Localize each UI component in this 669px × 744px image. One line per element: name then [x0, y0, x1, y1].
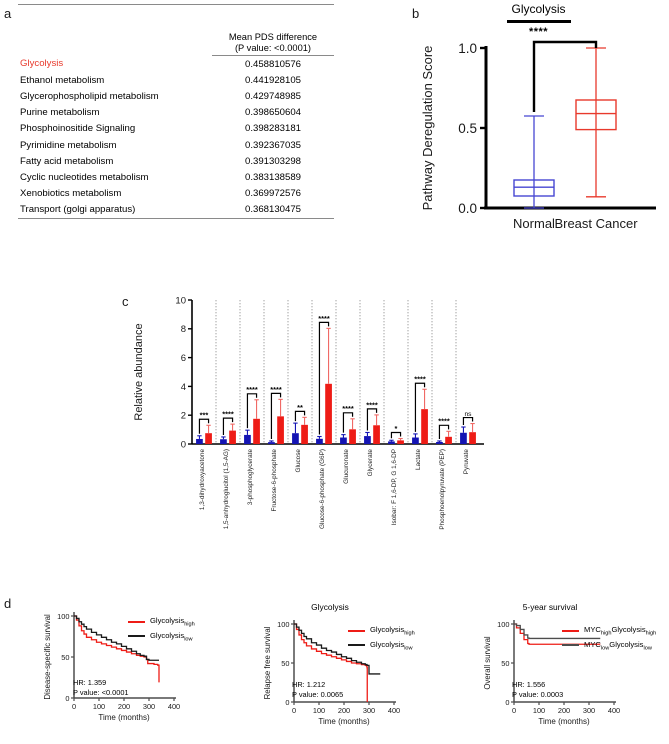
table-bottom-rule [18, 218, 334, 219]
boxplot-title: Glycolysis [511, 2, 566, 16]
pathway-value: 0.458810576 [244, 58, 302, 70]
km2-stats [292, 680, 343, 699]
svg-text:Normal: Normal [513, 216, 555, 231]
pathway-name: Cyclic nucleotides metabolism [20, 171, 149, 183]
pathway-name: Glycolysis [20, 58, 64, 70]
svg-text:1,3-dihydroxyacetone: 1,3-dihydroxyacetone [199, 449, 206, 511]
svg-text:*: * [394, 423, 398, 433]
svg-text:Time (months): Time (months) [318, 717, 370, 726]
table-row [18, 56, 334, 73]
km2-hr: HR: 1.212 [292, 680, 326, 689]
header-line-1: Mean PDS difference [228, 32, 318, 42]
km1-hr: HR: 1.359 [73, 678, 107, 687]
svg-text:Lactate: Lactate [415, 449, 422, 470]
pathway-value: 0.383138589 [244, 171, 302, 183]
svg-text:1,5-anhydroglucitol (1,5-AG): 1,5-anhydroglucitol (1,5-AG) [223, 449, 230, 530]
svg-text:50: 50 [61, 652, 70, 662]
svg-text:Time (months): Time (months) [538, 717, 590, 726]
km1-legend-item-low [128, 631, 195, 643]
panel-c-letter: c [122, 294, 129, 309]
km3-pvalue: P value: 0.0003 [512, 689, 564, 699]
svg-text:2: 2 [180, 410, 186, 422]
svg-text:Glucose-6-phosphate (G6P): Glucose-6-phosphate (G6P) [319, 449, 326, 529]
svg-text:400: 400 [387, 706, 401, 715]
svg-text:4: 4 [180, 381, 186, 393]
barchart-panel [120, 292, 550, 572]
svg-text:100: 100 [532, 706, 546, 715]
km1-legend-swatch-high [128, 621, 145, 623]
svg-text:****: **** [246, 385, 258, 395]
survival-panels [0, 592, 669, 744]
km3-legend-item-high [562, 625, 656, 637]
svg-text:0: 0 [285, 697, 290, 707]
km2-legend-item-high [348, 625, 415, 637]
table-row [18, 72, 334, 88]
svg-text:0: 0 [291, 706, 297, 715]
svg-text:****: **** [414, 374, 426, 384]
header-line-2: (P value: <0.0001) [234, 43, 312, 53]
km2-legend-swatch-high [348, 630, 365, 632]
svg-text:0.0: 0.0 [458, 201, 477, 216]
table-body [18, 56, 334, 218]
svg-text:300: 300 [582, 706, 596, 715]
km3-legend-swatch-high [562, 630, 579, 632]
table-row [18, 105, 334, 121]
pathway-name: Glycerophospholipid metabolism [20, 90, 159, 102]
table-spacer-row [18, 6, 334, 32]
km1-legend-swatch-low [128, 635, 145, 637]
pathway-value: 0.391303298 [244, 155, 302, 167]
km3-title: 5-year survival [522, 602, 578, 612]
boxplot-panel [408, 0, 669, 250]
svg-text:0: 0 [65, 693, 70, 703]
pathway-value: 0.429748985 [244, 90, 302, 102]
km2-legend-label-low: Glycolysis$_{low}$ [370, 639, 413, 652]
svg-text:400: 400 [167, 702, 181, 711]
pathway-value: 0.398650604 [244, 107, 302, 119]
svg-text:Glycerate: Glycerate [367, 449, 374, 477]
svg-text:3-phosphoglycerate: 3-phosphoglycerate [247, 449, 254, 506]
km2-legend-item-low [348, 640, 415, 652]
km3-legend-label-high: $MYC_{high}Glycolysis_{high}$ [584, 625, 657, 637]
svg-text:10: 10 [175, 295, 186, 307]
svg-text:****: **** [438, 416, 450, 426]
svg-text:Pathway Deregulation Score: Pathway Deregulation Score [420, 45, 435, 211]
svg-text:0: 0 [71, 702, 77, 711]
svg-text:300: 300 [142, 702, 156, 711]
svg-text:50: 50 [501, 658, 510, 668]
svg-text:Disease-specific survival: Disease-specific survival [43, 614, 52, 700]
svg-text:Time (months): Time (months) [98, 713, 150, 722]
km2-legend [348, 625, 415, 654]
table-header-cell [212, 32, 334, 56]
svg-text:Phosphoenolpyruvate (PEP): Phosphoenolpyruvate (PEP) [439, 449, 446, 530]
pathway-table-container [18, 4, 334, 219]
km3-legend-swatch-low [562, 644, 579, 646]
svg-text:200: 200 [117, 702, 131, 711]
svg-text:Fructose-6-phosphate: Fructose-6-phosphate [271, 449, 278, 512]
km3-legend-label-low: $MYC_{low}Glycolysis_{low}$ [584, 639, 652, 652]
svg-text:1.0: 1.0 [458, 41, 477, 56]
km2-pvalue: P value: 0.0065 [292, 689, 344, 699]
km2-legend-label-high: Glycolysis$_{high}$ [370, 625, 415, 637]
svg-text:400: 400 [607, 706, 621, 715]
km1-pvalue: P value: <0.0001 [73, 687, 129, 697]
svg-text:***: *** [199, 410, 209, 420]
km1-stats [73, 678, 129, 697]
svg-text:0: 0 [511, 706, 517, 715]
svg-text:**: ** [297, 402, 303, 412]
svg-text:Overall survival: Overall survival [483, 636, 492, 690]
table-row [18, 169, 334, 185]
svg-text:****: **** [342, 404, 354, 414]
svg-text:****: **** [222, 409, 234, 419]
table-row [18, 137, 334, 153]
svg-text:100: 100 [312, 706, 326, 715]
pathway-name: Pyrimidine metabolism [20, 139, 117, 151]
svg-text:Relapse free survival: Relapse free survival [263, 626, 272, 700]
pathway-name: Transport (golgi apparatus) [20, 204, 136, 216]
pathway-name: Phosphoinositide Signaling [20, 123, 136, 135]
svg-text:8: 8 [180, 324, 186, 336]
svg-text:Glucuronate: Glucuronate [343, 449, 350, 484]
km1-legend [128, 616, 195, 645]
svg-text:****: **** [270, 384, 282, 394]
boxplot-significance-label: **** [528, 26, 549, 38]
svg-text:****: **** [366, 400, 378, 410]
svg-text:Isobar: F 1,6-DP, G 1,6-DP: Isobar: F 1,6-DP, G 1,6-DP [391, 449, 398, 526]
km3-legend [562, 625, 656, 654]
km2-title: Glycolysis [311, 602, 349, 612]
table-row [18, 202, 334, 218]
panel-d-letter: d [4, 596, 12, 611]
table-row [18, 88, 334, 104]
svg-text:ns: ns [464, 410, 472, 418]
km3-legend-item-low [562, 640, 656, 652]
table-header-row [18, 32, 334, 56]
table-row [18, 186, 334, 202]
svg-text:100: 100 [277, 619, 290, 629]
svg-text:Breast Cancer: Breast Cancer [554, 216, 638, 231]
km1-legend-label-high: Glycolysis$_{high}$ [150, 616, 195, 628]
panel-a-letter: a [4, 6, 12, 21]
svg-text:300: 300 [362, 706, 376, 715]
svg-text:100: 100 [57, 611, 70, 621]
pathway-table [18, 4, 334, 219]
pathway-name: Purine metabolism [20, 107, 100, 119]
pathway-name: Ethanol metabolism [20, 74, 105, 86]
table-row [18, 153, 334, 169]
pathway-value: 0.368130475 [244, 204, 302, 216]
svg-text:Relative abundance: Relative abundance [133, 323, 145, 421]
km3-hr: HR: 1.556 [512, 680, 546, 689]
pathway-value: 0.441928105 [244, 74, 302, 86]
svg-text:200: 200 [557, 706, 571, 715]
km2-legend-swatch-low [348, 644, 365, 646]
svg-text:0: 0 [505, 697, 510, 707]
barchart-svg [120, 292, 550, 572]
svg-text:0.5: 0.5 [458, 121, 477, 136]
pathway-value: 0.369972576 [244, 188, 302, 200]
svg-text:100: 100 [497, 619, 510, 629]
pathway-name: Fatty acid metabolism [20, 155, 114, 167]
svg-text:Glucose: Glucose [295, 449, 302, 473]
boxplot-title-underline [507, 20, 571, 23]
svg-text:****: **** [318, 313, 330, 323]
svg-text:Pyruvate: Pyruvate [463, 449, 470, 475]
svg-text:0: 0 [180, 439, 186, 451]
pathway-value: 0.398283181 [244, 123, 302, 135]
svg-text:200: 200 [337, 706, 351, 715]
svg-text:100: 100 [92, 702, 106, 711]
pathway-name: Xenobiotics metabolism [20, 188, 122, 200]
svg-text:50: 50 [281, 658, 290, 668]
panel-b-letter: b [412, 6, 420, 21]
svg-text:6: 6 [180, 353, 186, 364]
km3-stats [512, 680, 563, 699]
km1-legend-item-high [128, 616, 195, 628]
km1-legend-label-low: Glycolysis$_{low}$ [150, 630, 193, 643]
table-row [18, 121, 334, 137]
pathway-value: 0.392367035 [244, 139, 302, 151]
